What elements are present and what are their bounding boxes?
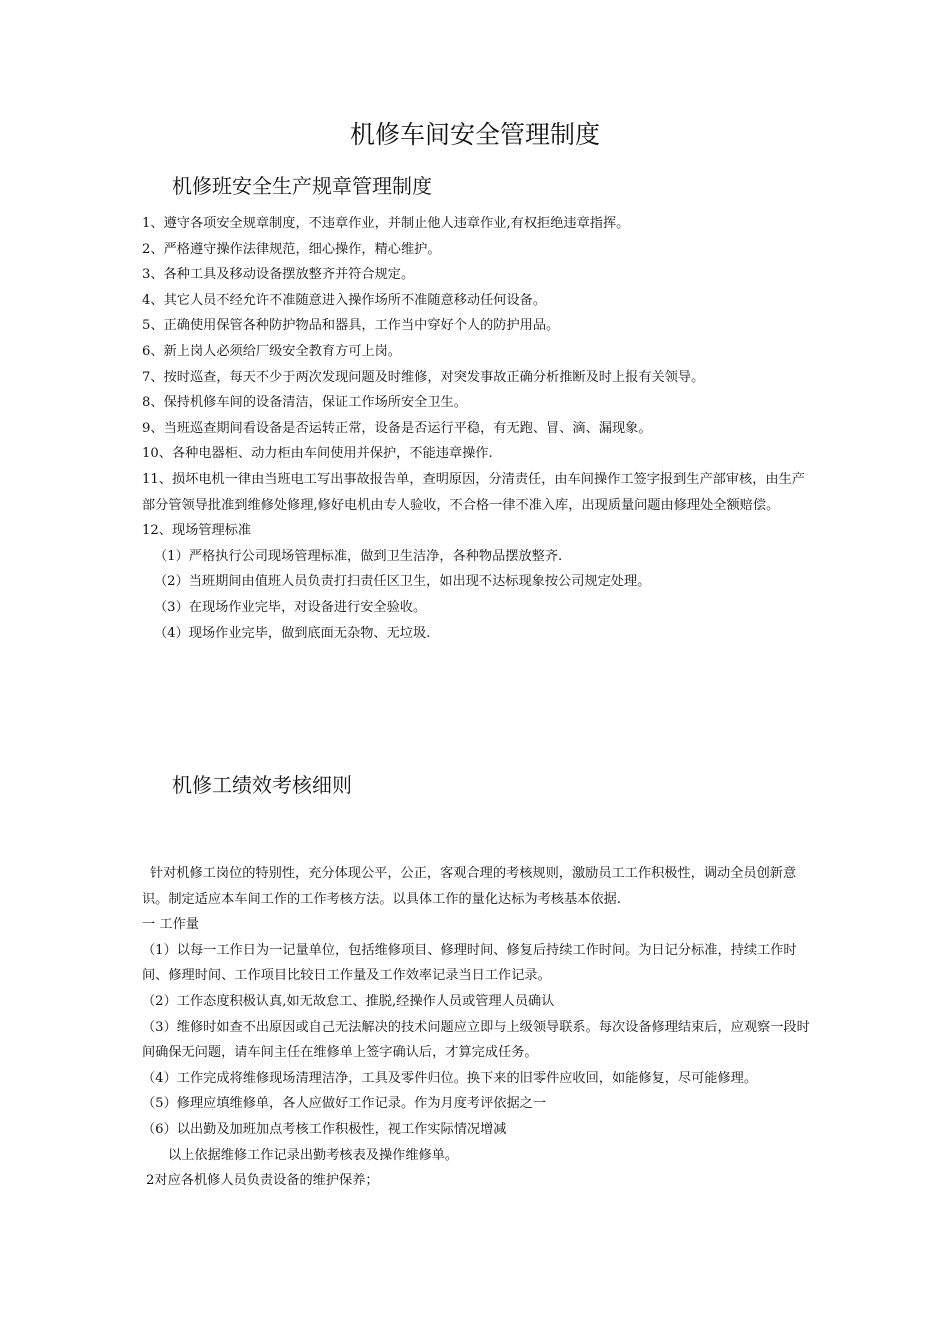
summary-line: 以上依据维修工作记录出勤考核表及操作维修单。	[168, 1147, 459, 1163]
document-title: 机修车间安全管理制度	[349, 120, 600, 149]
rule-item: 3、各种工具及移动设备摆放整齐并符合规定。	[142, 267, 415, 283]
point-item: （2）工作态度积极认真,如无故怠工、推脱,经操作人员或管理人员确认	[142, 993, 555, 1009]
performance-rules	[142, 861, 818, 1194]
point-item: （5）修理应填维修单，各人应做好工作记录。作为月度考评依据之一	[142, 1096, 547, 1112]
rule-item: 6、新上岗人必须给厂级安全教育方可上岗。	[142, 343, 401, 359]
rule-item: 1、遵守各项安全规章制度，不违章作业，并制止他人违章作业,有权拒绝违章指挥。	[142, 216, 630, 231]
performance-intro: 针对机修工岗位的特别性，充分体现公平，公正，客观合理的考核规则，激励员工工作积极性，调动全员创新意识。制定适应本车间工作的工作考核方法。以具体工作的量化达标为考核基本依据.	[142, 866, 797, 907]
rule-subitem: （1）严格执行公司现场管理标准，做到卫生洁净，各种物品摆放整齐.	[154, 548, 563, 564]
rule-item: 12、现场管理标准	[142, 523, 252, 539]
rule-item: 10、各种电器柜、动力柜由车间使用并保护，不能违章操作.	[142, 446, 493, 462]
rule-item: 9、当班巡查期间看设备是否运转正常，设备是否运行平稳，有无跑、冒、滴、漏现象。	[142, 420, 652, 436]
safety-rules-list	[142, 211, 818, 646]
rule-subitem: （3）在现场作业完毕，对设备进行安全验收。	[154, 599, 427, 615]
rule-item: 7、按时巡查，每天不少于两次发现问题及时维修，对突发事故正确分析推断及时上报有关领导。	[142, 369, 705, 385]
point-item: （3）维修时如查不出原因或自己无法解决的技术问题应立即与上级领导联系。每次设备修理结束后，应观察一段时间确保无问题，请车间主任在维修单上签字确认后，才算完成任务。	[142, 1019, 810, 1061]
rule-item: 8、保持机修车间的设备清洁，保证工作场所安全卫生。	[142, 395, 467, 411]
rule-item: 2、严格遵守操作法律规范，细心操作，精心维护。	[142, 241, 441, 257]
section-heading-safety-rules: 机修班安全生产规章管理制度	[172, 174, 432, 198]
point-item: （6）以出勤及加班加点考核工作积极性，视工作实际情况增减	[142, 1121, 507, 1137]
rule-item: 4、其它人员不经允许不准随意进入操作场所不准随意移动任何设备。	[142, 292, 547, 308]
point-title: 2对应各机修人员负责设备的维护保养；	[146, 1173, 379, 1189]
rule-subitem: （2）当班期间由值班人员负责打扫责任区卫生，如出现不达标现象按公司规定处理。	[154, 574, 651, 590]
point-item: （4）工作完成将维修现场清理洁净，工具及零件归位。换下来的旧零件应收回，如能修复，尽可能修理。	[142, 1070, 758, 1086]
section-heading-performance: 机修工绩效考核细则	[172, 773, 352, 797]
point-title: 一 工作量	[142, 917, 199, 933]
rule-subitem: （4）现场作业完毕，做到底面无杂物、无垃圾.	[154, 625, 431, 641]
rule-item: 11、损坏电机一律由当班电工写出事故报告单，查明原因，分清责任，由车间操作工签字报到生产部审核，由生产部分管领导批准到维修处修理,修好电机由专人验收，不合格一律不准入库，出现质量问题由修理处全额赔偿。	[142, 471, 805, 513]
point-item: （1）以每一工作日为一记量单位，包括维修项目、修理时间、修复后持续工作时间。为日记分标准，持续工作时间、修理时间、工作项目比较日工作量及工作效率记录当日工作记录。	[142, 942, 797, 984]
rule-item: 5、正确使用保管各种防护物品和器具，工作当中穿好个人的防护用品。	[142, 318, 560, 334]
